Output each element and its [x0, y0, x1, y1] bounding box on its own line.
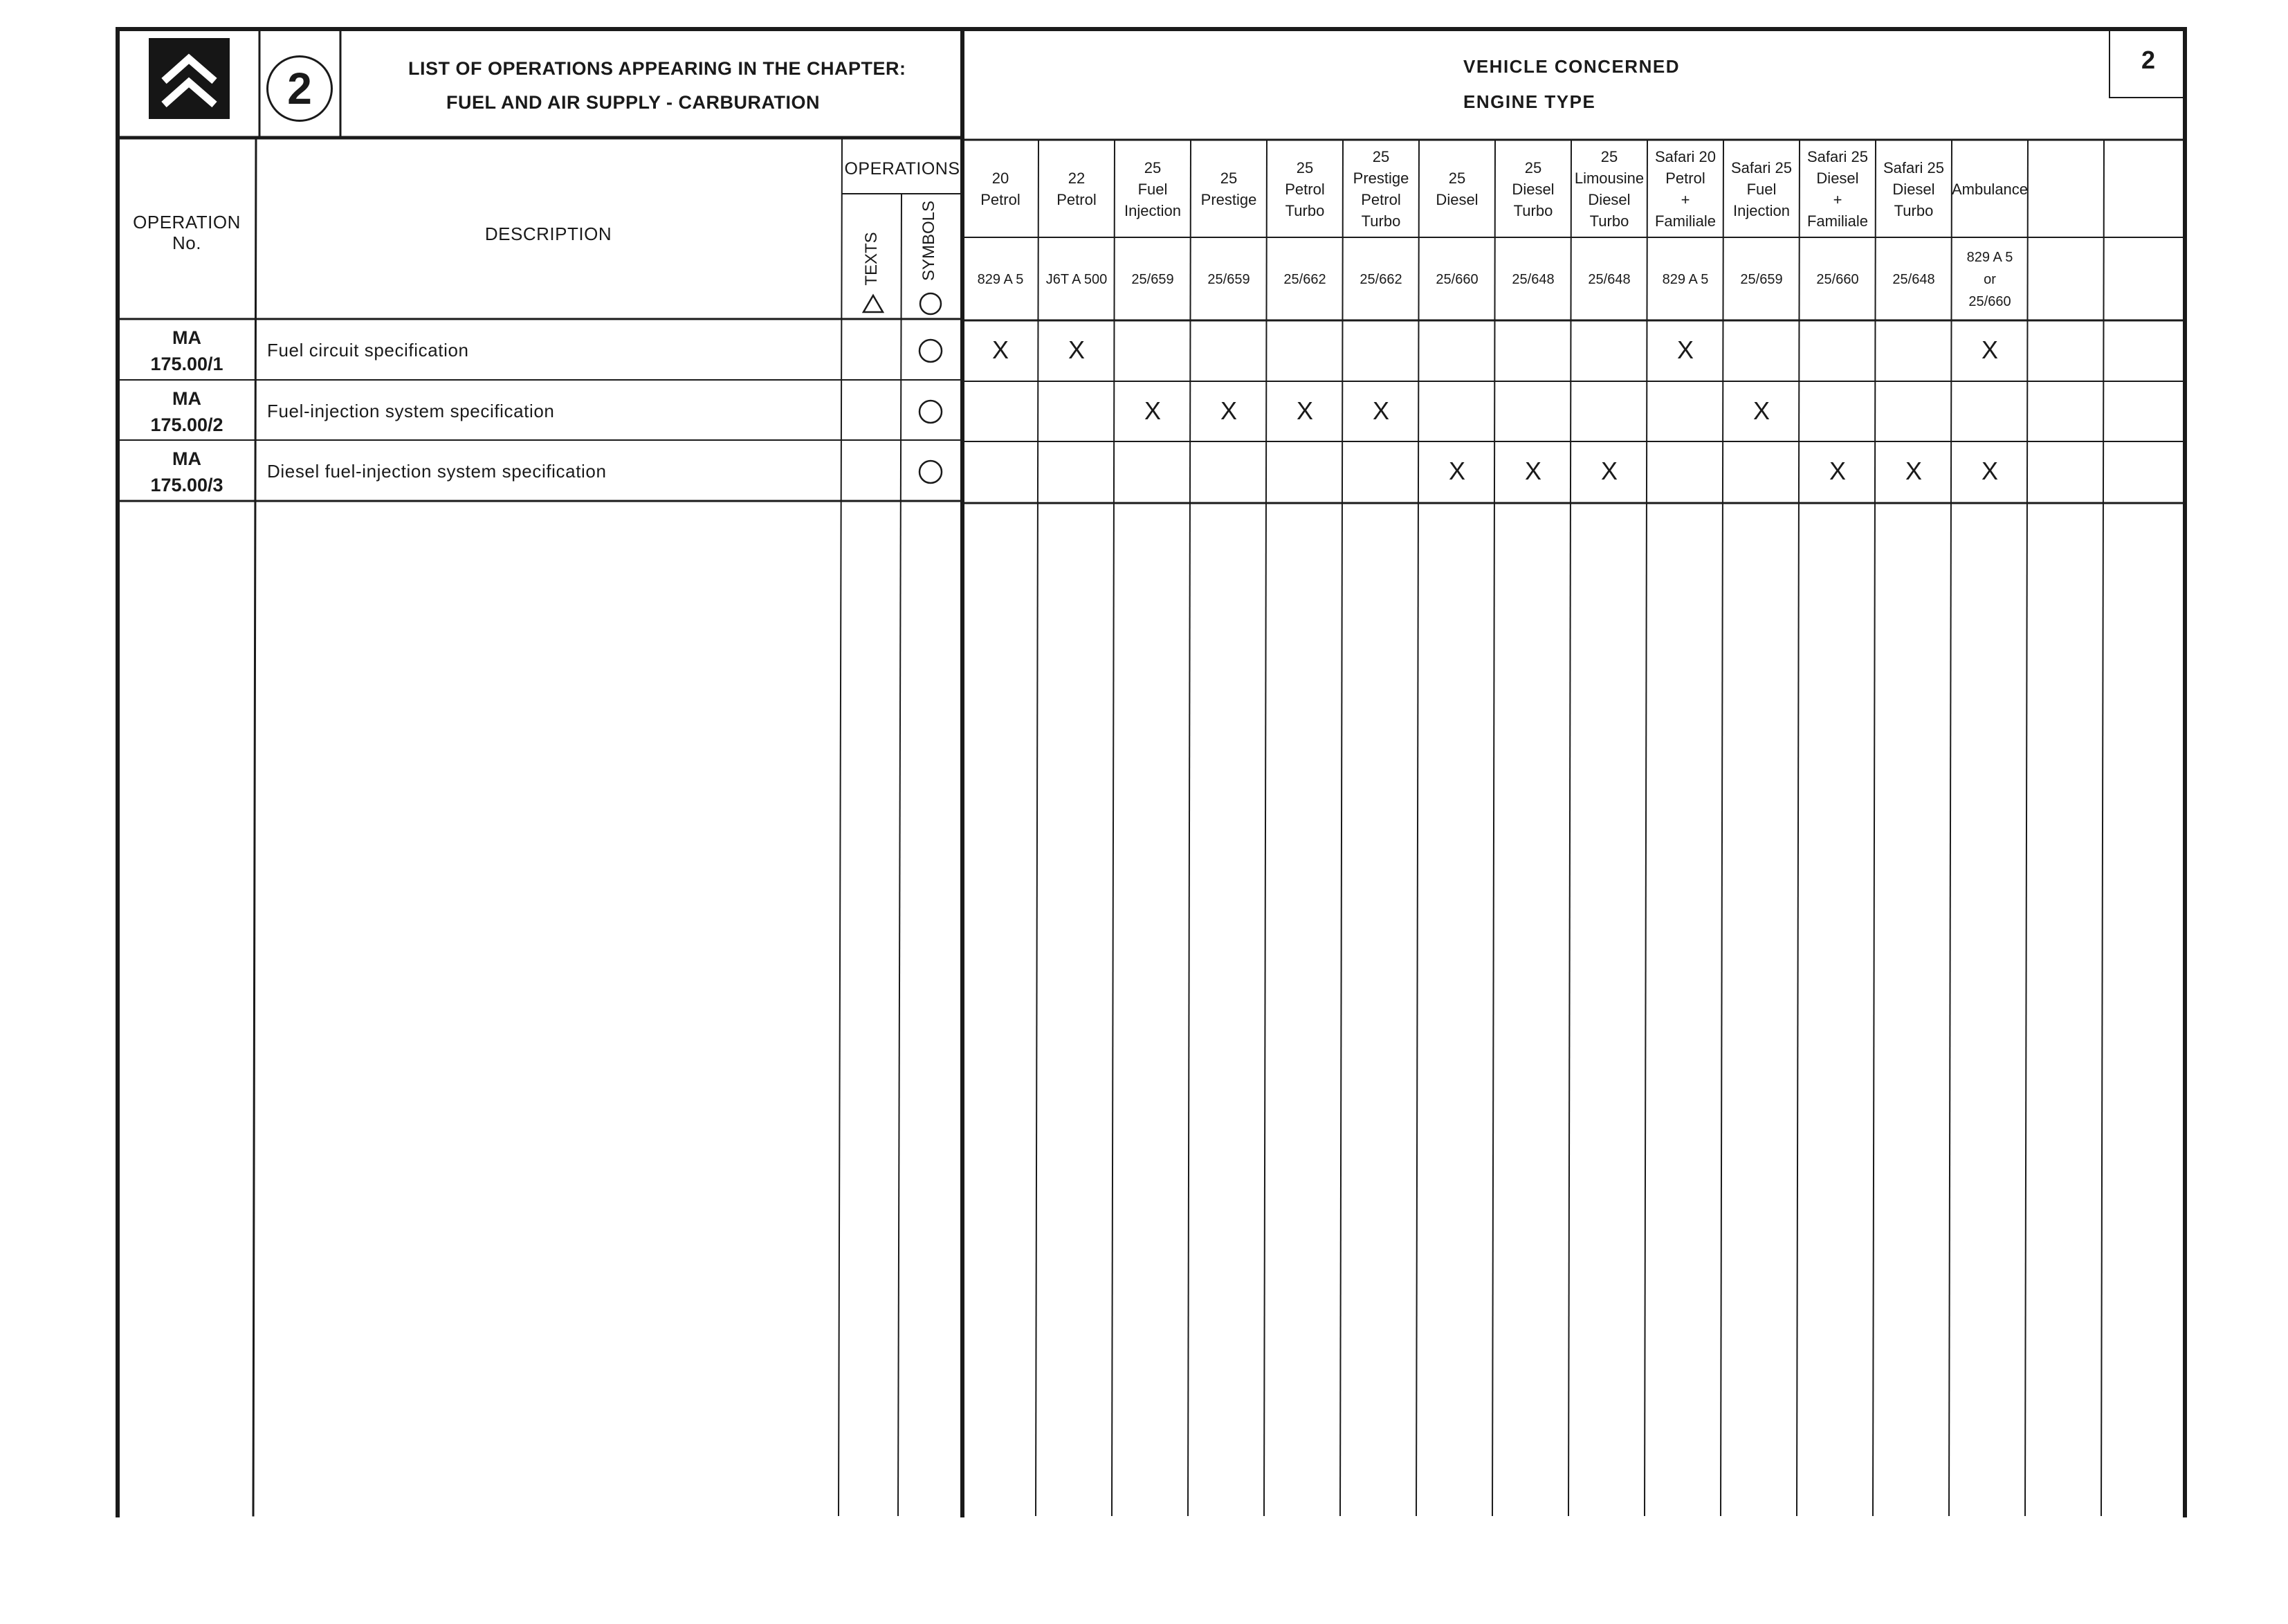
engine-type	[1436, 268, 1478, 291]
double-chevron-icon	[149, 38, 230, 119]
applies-mark: X	[1600, 457, 1618, 485]
engine-type-line: 25/660	[1436, 272, 1479, 287]
operation-number-line: MA	[172, 327, 201, 348]
col-line-operation	[253, 138, 256, 1515]
vehicle-col-line	[1112, 140, 1115, 1515]
applies-mark: X	[1448, 457, 1466, 485]
vehicle-name-line: 22	[1068, 170, 1086, 187]
engine-type	[1283, 268, 1326, 291]
engine-type	[1663, 268, 1709, 291]
engine-type	[1046, 268, 1108, 291]
engine-type-line: 829 A 5	[977, 272, 1024, 287]
operation-no-heading-line2: No.	[172, 232, 201, 253]
operation-number-line: 175.00/2	[150, 414, 223, 435]
vehicle-col-line	[1797, 140, 1800, 1515]
vehicle-name-line: Diesel	[1816, 170, 1859, 187]
vehicle-name-line: Petrol	[980, 191, 1021, 208]
engine-type-line: 25/662	[1360, 272, 1402, 287]
engine-type-line: 25/659	[1131, 272, 1174, 287]
vehicle-name	[1512, 157, 1554, 221]
chapter-title-line1: LIST OF OPERATIONS APPEARING IN THE CHAPTER:	[408, 58, 906, 79]
engine-type-line: or	[1984, 272, 1996, 287]
vehicle-name-line: +	[1681, 191, 1690, 208]
vehicle-name	[1056, 167, 1096, 210]
vehicle-name-line: Diesel	[1892, 180, 1935, 198]
vehicle-col-line	[1568, 140, 1571, 1515]
vehicle-name-line: Turbo	[1361, 212, 1401, 230]
operation-description: Fuel circuit specification	[267, 340, 469, 361]
operation-no-heading	[118, 212, 256, 253]
applies-mark: X	[1372, 396, 1390, 425]
vehicle-name-line: Safari 25	[1806, 148, 1869, 165]
vehicle-name-line: Turbo	[1513, 201, 1553, 219]
vehicle-name-line: Turbo	[1285, 201, 1325, 219]
engine-type-line: 25/660	[1968, 294, 2011, 309]
vehicle-name-line: Injection	[1124, 201, 1181, 219]
vehicle-name-line: Safari 20	[1654, 148, 1717, 165]
description-heading: DESCRIPTION	[484, 223, 612, 244]
vehicle-col-line	[2025, 140, 2028, 1515]
engine-type	[1131, 268, 1173, 291]
operation-number-line: MA	[172, 388, 201, 409]
vehicle-name-line: 25	[1372, 148, 1390, 165]
engine-type	[1588, 268, 1630, 291]
engine-type	[1740, 268, 1782, 291]
vehicle-name-line: Fuel	[1746, 180, 1777, 198]
operations-heading: OPERATIONS	[844, 159, 960, 179]
vehicle-name-line: 20	[991, 170, 1009, 187]
vehicle-name-line: Prestige	[1200, 191, 1257, 208]
vehicle-name	[1201, 167, 1257, 210]
applies-mark: X	[1144, 396, 1162, 425]
applies-mark: X	[1220, 396, 1238, 425]
operation-number	[150, 325, 223, 377]
page-number: 2	[2141, 46, 2156, 74]
applies-mark: X	[1068, 336, 1086, 364]
engine-type	[1512, 268, 1554, 291]
operation-description: Fuel-injection system specification	[267, 401, 555, 421]
vehicle-col-line	[1492, 140, 1495, 1515]
vehicle-name-line: Injection	[1733, 201, 1790, 219]
vehicle-col-line	[1721, 140, 1723, 1515]
vehicle-name	[1655, 146, 1716, 232]
applies-mark: X	[1905, 457, 1923, 485]
applies-mark: X	[991, 336, 1009, 364]
vehicle-name	[1883, 157, 1944, 221]
engine-type	[1816, 268, 1858, 291]
vehicle-col-line	[1949, 140, 1952, 1515]
vehicle-name-line: Familiale	[1806, 212, 1869, 230]
engine-type-line: 25/660	[1816, 272, 1859, 287]
vehicle-name	[980, 167, 1020, 210]
operation-number	[150, 385, 223, 438]
col-line-texts	[898, 194, 902, 1515]
operation-number-line: 175.00/3	[150, 475, 223, 495]
engine-type-line: 829 A 5	[1662, 272, 1709, 287]
vehicle-name	[1731, 157, 1792, 221]
engine-type-line: J6T A 500	[1045, 272, 1108, 287]
engine-type-line: 25/659	[1207, 272, 1250, 287]
symbols-circle-icon	[917, 458, 944, 486]
chapter-number: 2	[287, 64, 312, 113]
engine-type-heading: ENGINE TYPE	[1463, 91, 1596, 112]
vehicle-name-line: 25	[1600, 148, 1618, 165]
vehicle-name-line: 25	[1220, 170, 1238, 187]
symbols-heading: SYMBOLS	[919, 200, 938, 281]
applies-mark: X	[1296, 396, 1314, 425]
engine-type	[978, 268, 1024, 291]
applies-mark: X	[1981, 336, 1999, 364]
vehicle-name-line: Familiale	[1654, 212, 1717, 230]
vehicle-name-line: Petrol	[1665, 170, 1705, 187]
vehicle-name-line: Diesel	[1588, 191, 1631, 208]
vehicle-name-line: 25	[1296, 158, 1314, 176]
operation-no-heading-line1: OPERATION	[133, 212, 241, 232]
operation-number	[150, 446, 223, 498]
engine-type	[1360, 268, 1402, 291]
vehicle-name-line: Limousine	[1574, 170, 1645, 187]
engine-type	[1207, 268, 1250, 291]
vehicle-name	[1436, 167, 1478, 210]
operation-number-line: MA	[172, 448, 201, 469]
vehicle-name-line: Petrol	[1285, 180, 1325, 198]
engine-type-line: 25/648	[1512, 272, 1555, 287]
engine-type	[1892, 268, 1934, 291]
engine-type-line: 25/648	[1588, 272, 1631, 287]
engine-type-line: 25/662	[1283, 272, 1326, 287]
vehicle-col-line	[1416, 140, 1419, 1515]
vehicle-col-line	[1036, 140, 1038, 1515]
vehicle-name	[1575, 146, 1644, 232]
vehicle-name	[1807, 146, 1868, 232]
engine-type-line: 25/648	[1892, 272, 1935, 287]
vehicle-name-line: Fuel	[1137, 180, 1168, 198]
applies-mark: X	[1752, 396, 1770, 425]
vehicle-name-line: Turbo	[1894, 201, 1934, 219]
vehicle-col-line	[2101, 140, 2104, 1515]
vehicle-concerned-heading: VEHICLE CONCERNED	[1463, 56, 1680, 77]
vehicle-name	[1285, 157, 1324, 221]
vehicle-name	[1952, 179, 2028, 200]
vehicle-name-line: Turbo	[1589, 212, 1629, 230]
symbols-circle-icon	[917, 337, 944, 365]
col-line-description	[839, 138, 842, 1515]
operation-description: Diesel fuel-injection system specification	[267, 461, 607, 482]
vehicle-col-line	[1340, 140, 1343, 1515]
engine-type-line: 25/659	[1740, 272, 1783, 287]
vehicle-name-line: Prestige	[1353, 170, 1409, 187]
applies-mark: X	[1981, 457, 1999, 485]
engine-type	[1967, 246, 2013, 313]
vehicle-name-line: Diesel	[1436, 191, 1479, 208]
symbols-circle-icon	[917, 398, 944, 426]
circle-icon	[918, 291, 943, 316]
operation-number-line: 175.00/1	[150, 354, 223, 374]
vehicle-name-line: 25	[1524, 158, 1542, 176]
applies-mark: X	[1829, 457, 1847, 485]
vehicle-name-line: Petrol	[1056, 191, 1097, 208]
vehicle-name-line: Petrol	[1361, 191, 1401, 208]
vehicle-name-line: Diesel	[1512, 180, 1555, 198]
chapter-title-line2: FUEL AND AIR SUPPLY - CARBURATION	[446, 92, 821, 113]
vehicle-name-line: Safari 25	[1730, 158, 1793, 176]
triangle-icon	[861, 293, 885, 314]
texts-heading: TEXTS	[862, 232, 881, 286]
brand-logo	[149, 38, 230, 119]
vehicle-col-line	[1645, 140, 1647, 1515]
vehicle-col-line	[1873, 140, 1876, 1515]
vehicle-name-line: 25	[1144, 158, 1162, 176]
vehicle-name	[1124, 157, 1181, 221]
vehicle-col-line	[1188, 140, 1191, 1515]
vehicle-name-line: +	[1833, 191, 1842, 208]
engine-type-line: 829 A 5	[1966, 250, 2013, 265]
vehicle-name-line: Safari 25	[1883, 158, 1945, 176]
applies-mark: X	[1676, 336, 1694, 364]
chapter-number-badge	[266, 55, 333, 122]
vehicle-col-line	[1264, 140, 1267, 1515]
applies-mark: X	[1524, 457, 1542, 485]
vehicle-name-line: 25	[1448, 170, 1466, 187]
vehicle-name	[1353, 146, 1409, 232]
vehicle-name-line: Ambulance	[1951, 180, 2029, 198]
